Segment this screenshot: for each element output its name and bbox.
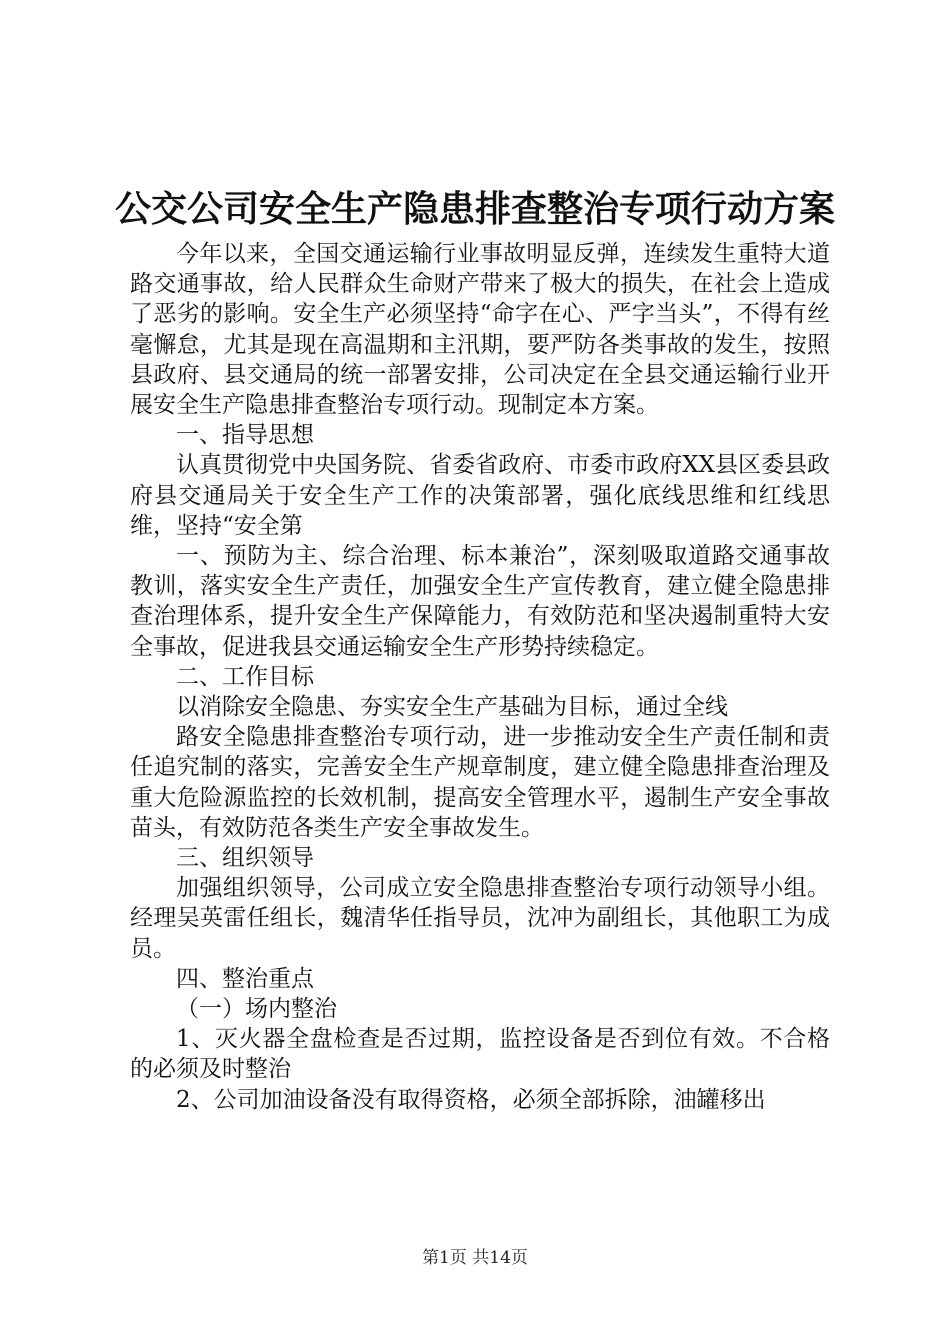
paragraph-work-goals: 以消除安全隐患、夯实安全生产基础为目标，通过全线 xyxy=(176,694,728,721)
paragraph-guiding-ideology: 认真贯彻党中央国务院、省委省政府、市委市政府XX县区委县政府县交通局关于安全生产工作的决策部署，强化底线思维和红线思维，坚持“安全第 xyxy=(130,452,830,539)
page-number-footer: 第1页 共14页 xyxy=(422,1248,528,1268)
paragraph-intro: 今年以来，全国交通运输行业事故明显反弹，连续发生重特大道路交通事故，给人民群众生命财产带来了极大的损失，在社会上造成了恶劣的影响。安全生产必须坚持“命字在心、严字当头”，不得有丝毫懈怠，尤其是现在高温期和主汛期，要严防各类事故的发生，按照县政府、县交通局的统一部署安排，公司决定在全县交通运输行业开展安全生产隐患排查整治专项行动。现制定本方案。 xyxy=(130,241,830,419)
section-heading-key-points: 四、整治重点 xyxy=(176,965,314,992)
paragraph-work-goals-cont: 路安全隐患排查整治专项行动，进一步推动安全生产责任制和责任追究制的落实，完善安全生产规章制度，建立健全隐患排查治理及重大危险源监控的长效机制，提高安全管理水平，遏制生产安全事故苗头，有效防范各类生产安全事故发生。 xyxy=(130,724,830,841)
section-heading-organization: 三、组织领导 xyxy=(176,845,314,872)
document-title: 公交公司安全生产隐患排查整治专项行动方案 xyxy=(114,188,835,230)
list-item-1: 1、灭火器全盘检查是否过期，监控设备是否到位有效。不合格的必须及时整治 xyxy=(130,1026,830,1083)
paragraph-guiding-ideology-cont: 一、预防为主、综合治理、标本兼治”，深刻吸取道路交通事故教训，落实安全生产责任，加强安全生产宣传教育，建立健全隐患排查治理体系，提升安全生产保障能力，有效防范和坚决遏制重特大安全事故，促进我县交通运输安全生产形势持续稳定。 xyxy=(130,543,830,660)
section-heading-guiding-ideology: 一、指导思想 xyxy=(176,422,314,449)
subsection-heading-onsite: （一）场内整治 xyxy=(176,996,337,1023)
list-item-2: 2、公司加油设备没有取得资格，必须全部拆除，油罐移出 xyxy=(176,1086,766,1113)
section-heading-work-goals: 二、工作目标 xyxy=(176,663,314,690)
document-body xyxy=(130,239,830,1115)
paragraph-organization: 加强组织领导，公司成立安全隐患排查整治专项行动领导小组。经理吴英雷任组长，魏清华任指导员，沈冲为副组长，其他职工为成员。 xyxy=(130,875,830,962)
